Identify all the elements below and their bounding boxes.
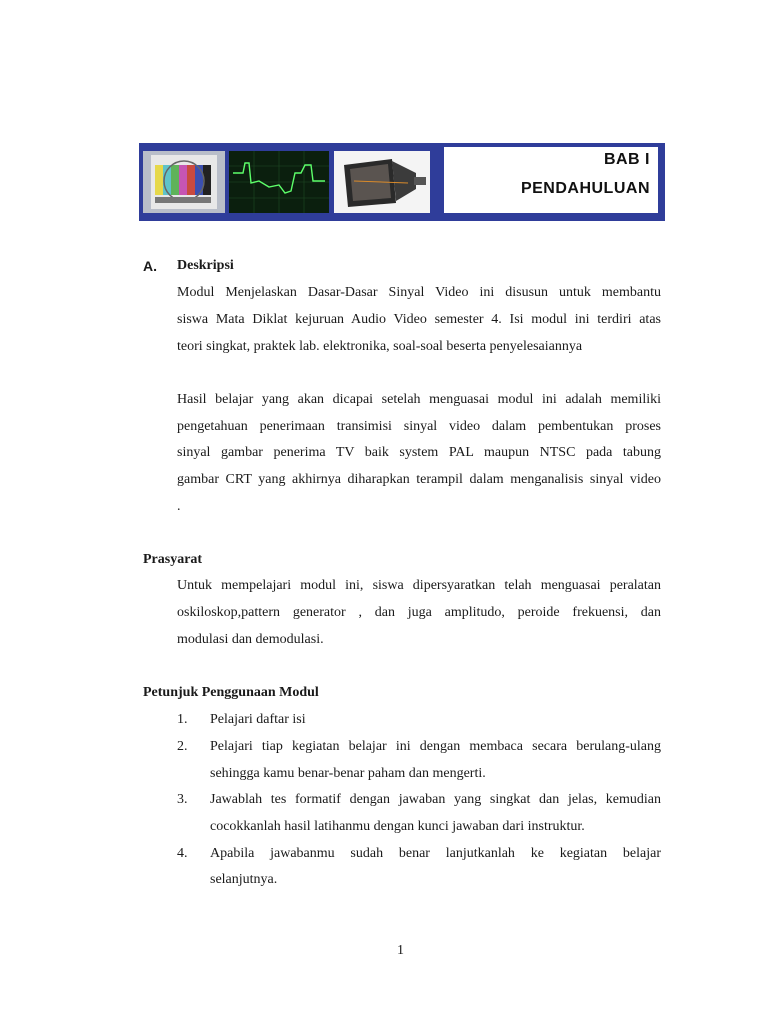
- list-item: Jawablah tes formatif dengan jawaban yang singkat dan jelas, kemudian: [210, 792, 661, 807]
- list-number: 4.: [177, 846, 188, 861]
- chapter-title: PENDAHULUAN: [520, 180, 650, 197]
- chapter-banner: [139, 143, 665, 221]
- list-item: Pelajari daftar isi: [210, 712, 306, 727]
- paragraph-line: sinyal gambar penerima TV baik system PAL maupun NTSC pada tabung: [177, 445, 661, 460]
- paragraph-line: Untuk mempelajari modul ini, siswa dipersyaratkan telah menguasai peralatan: [177, 578, 661, 593]
- oscilloscope-image: [229, 151, 329, 213]
- list-item: cocokkanlah hasil latihanmu dengan kunci jawaban dari instruktur.: [210, 819, 585, 834]
- list-item: selanjutnya.: [210, 872, 278, 887]
- paragraph-line: Hasil belajar yang akan dicapai setelah menguasai modul ini adalah memiliki: [177, 392, 661, 407]
- paragraph-line: gambar CRT yang akhirnya diharapkan terampil dalam menganalisis sinyal video: [177, 472, 661, 487]
- test-pattern-image: [143, 151, 225, 213]
- crt-tube-image: [334, 151, 430, 213]
- paragraph-line: oskiloskop,pattern generator , dan juga amplitudo, peroide frekuensi, dan: [177, 605, 661, 620]
- section-heading-deskripsi: Deskripsi: [177, 258, 234, 273]
- list-number: 2.: [177, 739, 188, 754]
- list-item: Apabila jawabanmu sudah benar lanjutkanlah ke kegiatan belajar: [210, 846, 661, 861]
- list-number: 1.: [177, 712, 188, 727]
- chapter-number: BAB I: [603, 151, 650, 168]
- paragraph-line: pengetahuan penerimaan transimisi sinyal video dalam pembentukan proses: [177, 419, 661, 434]
- list-item: Pelajari tiap kegiatan belajar ini dengan membaca secara berulang-ulang: [210, 739, 661, 754]
- page-number: 1: [397, 943, 404, 958]
- paragraph-line: teori singkat, praktek lab. elektronika, soal-soal beserta penyelesaiannya: [177, 339, 583, 354]
- section-heading-prasyarat: Prasyarat: [143, 552, 203, 567]
- list-number: 3.: [177, 792, 188, 807]
- section-letter: A.: [143, 258, 157, 274]
- chapter-title-box: [444, 147, 658, 213]
- list-item: sehingga kamu benar-benar paham dan mengerti.: [210, 766, 486, 781]
- section-heading-petunjuk: Petunjuk Penggunaan Modul: [143, 685, 319, 700]
- paragraph-line: Modul Menjelaskan Dasar-Dasar Sinyal Video ini disusun untuk membantu: [177, 285, 661, 300]
- paragraph-line: modulasi dan demodulasi.: [177, 632, 324, 647]
- paragraph-line: siswa Mata Diklat kejuruan Audio Video semester 4. Isi modul ini terdiri atas: [177, 312, 661, 327]
- paragraph-line: .: [177, 499, 181, 514]
